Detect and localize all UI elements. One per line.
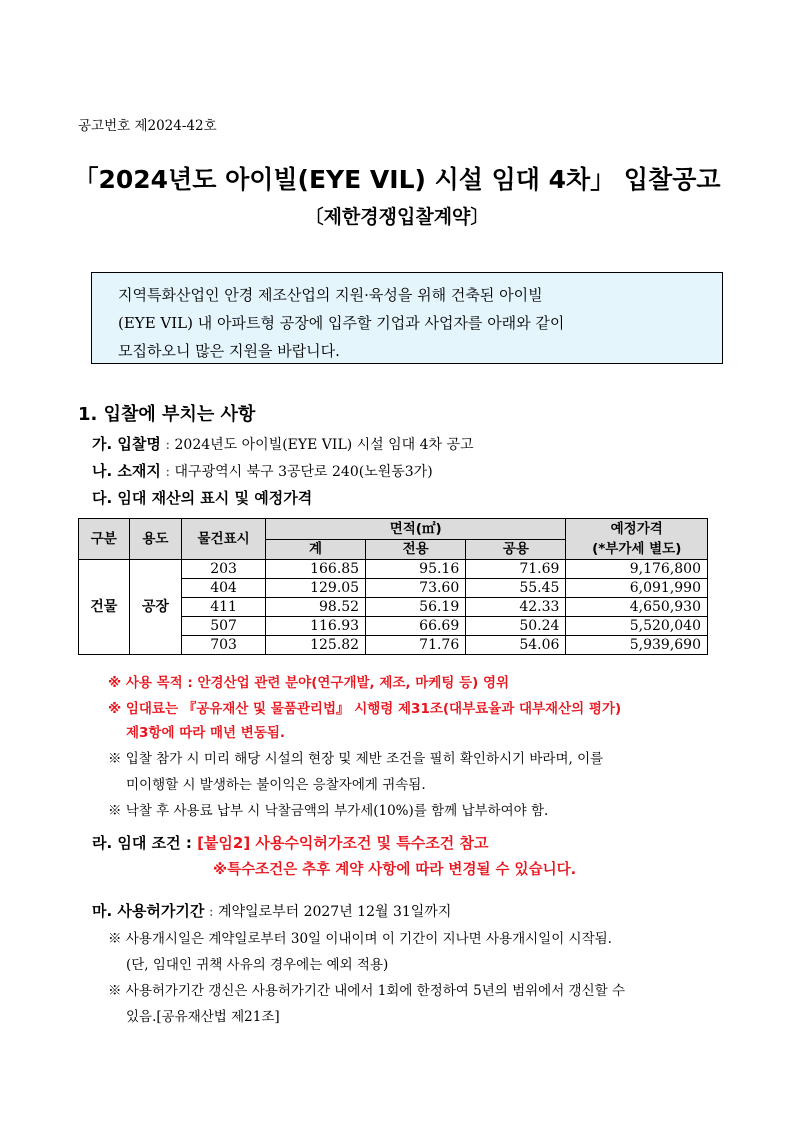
item-cell: 404 [182,579,266,598]
private-cell: 71.76 [366,636,466,655]
item-value: [붙임2] 사용수익허가조건 및 특수조건 참고 [197,834,489,852]
note-site-check-cont: 미이행할 시 발생하는 불이익은 응찰자에게 귀속됨. [126,777,426,793]
item-na [92,460,433,481]
item-da [92,487,312,508]
header-category: 구분 [79,519,130,560]
special-terms-note: ※특수조건은 추후 계약 사항에 따라 변경될 수 있습니다. [213,862,577,878]
category-cell: 건물 [79,560,130,655]
price-cell: 5,520,040 [566,617,708,636]
common-cell: 50.24 [466,617,566,636]
separator: : [165,437,171,453]
common-cell: 55.45 [466,579,566,598]
header-price-line1: 예정가격 [610,521,663,537]
item-value: 계약일로부터 2027년 12월 31일까지 [217,904,452,920]
price-cell: 5,939,690 [566,636,708,655]
section-heading: 1. 입찰에 부치는 사항 [78,404,256,425]
item-cell: 203 [182,560,266,579]
header-use: 용도 [129,519,182,560]
price-cell: 6,091,990 [566,579,708,598]
item-value: 2024년도 아이빌(EYE VIL) 시설 임대 4차 공고 [174,437,474,453]
price-cell: 9,176,800 [566,560,708,579]
item-ga [92,433,474,454]
intro-line: 지역특화산업인 안경 제조산업의 지원·육성을 위해 건축된 아이빌 [118,286,543,304]
total-cell: 125.82 [265,636,365,655]
note-purpose: ※ 사용 목적 : 안경산업 관련 분야(연구개발, 제조, 마케팅 등) 영위 [108,675,510,691]
separator: : [208,904,214,920]
header-price-line2: (*부가세 별도) [592,541,682,557]
item-cell: 703 [182,636,266,655]
rental-property-table [78,518,708,655]
common-cell: 71.69 [466,560,566,579]
intro-box [91,272,723,364]
private-cell: 66.69 [366,617,466,636]
header-private: 전용 [366,539,466,560]
item-ma [92,900,451,921]
private-cell: 56.19 [366,598,466,617]
total-cell: 129.05 [265,579,365,598]
note-rent-law: ※ 임대료는 『공유재산 및 물품관리법』 시행령 제31조(대부료율과 대부재산의 평가) [108,701,622,717]
item-cell: 411 [182,598,266,617]
notice-number: 공고번호 제2024-42호 [78,118,217,134]
item-label: 라. 임대 조건 : [92,834,192,852]
header-price [566,519,708,560]
item-value: 대구광역시 북구 3공단로 240(노원동3가) [174,464,433,480]
note-renewal-cont: 있음.[공유재산법 제21조] [126,1009,280,1025]
note-start-date: ※ 사용개시일은 계약일로부터 30일 이내이며 이 기간이 지나면 사용개시일이 시작됨. [108,931,612,947]
header-area: 면적(㎡) [265,519,566,540]
intro-line: (EYE VIL) 내 아파트형 공장에 입주할 기업과 사업자를 아래와 같이 [118,314,565,332]
private-cell: 73.60 [366,579,466,598]
total-cell: 166.85 [265,560,365,579]
use-cell: 공장 [129,560,182,655]
common-cell: 42.33 [466,598,566,617]
header-item: 물건표시 [182,519,266,560]
note-vat: ※ 낙찰 후 사용료 납부 시 낙찰금액의 부가세(10%)를 함께 납부하여야 함. [108,803,549,819]
table-row [79,560,708,579]
intro-line: 모집하오니 많은 지원을 바랍니다. [118,342,340,360]
price-cell: 4,650,930 [566,598,708,617]
header-total: 계 [265,539,365,560]
note-site-check: ※ 입찰 참가 시 미리 해당 시설의 현장 및 제반 조건을 필히 확인하시기 바라며, 이를 [108,751,604,767]
note-rent-law-cont: 제3항에 따라 매년 변동됨. [126,725,286,741]
common-cell: 54.06 [466,636,566,655]
page-subtitle: 〔제한경쟁입찰계약〕 [304,206,490,228]
note-start-date-cont: (단, 임대인 귀책 사유의 경우에는 예외 적용) [126,957,389,973]
item-label: 나. 소재지 [92,462,161,480]
total-cell: 98.52 [265,598,365,617]
item-cell: 507 [182,617,266,636]
separator: : [165,464,171,480]
item-label: 다. 임대 재산의 표시 및 예정가격 [92,489,313,507]
private-cell: 95.16 [366,560,466,579]
item-ra [92,832,488,853]
note-renewal: ※ 사용허가기간 갱신은 사용허가기간 내에서 1회에 한정하여 5년의 범위에서 갱신할 수 [108,983,625,999]
total-cell: 116.93 [265,617,365,636]
page-title: 「2024년도 아이빌(EYE VIL) 시설 임대 4차」 입찰공고 [73,165,721,194]
item-label: 가. 입찰명 [92,435,161,453]
item-label: 마. 사용허가기간 [92,902,205,920]
header-common: 공용 [466,539,566,560]
